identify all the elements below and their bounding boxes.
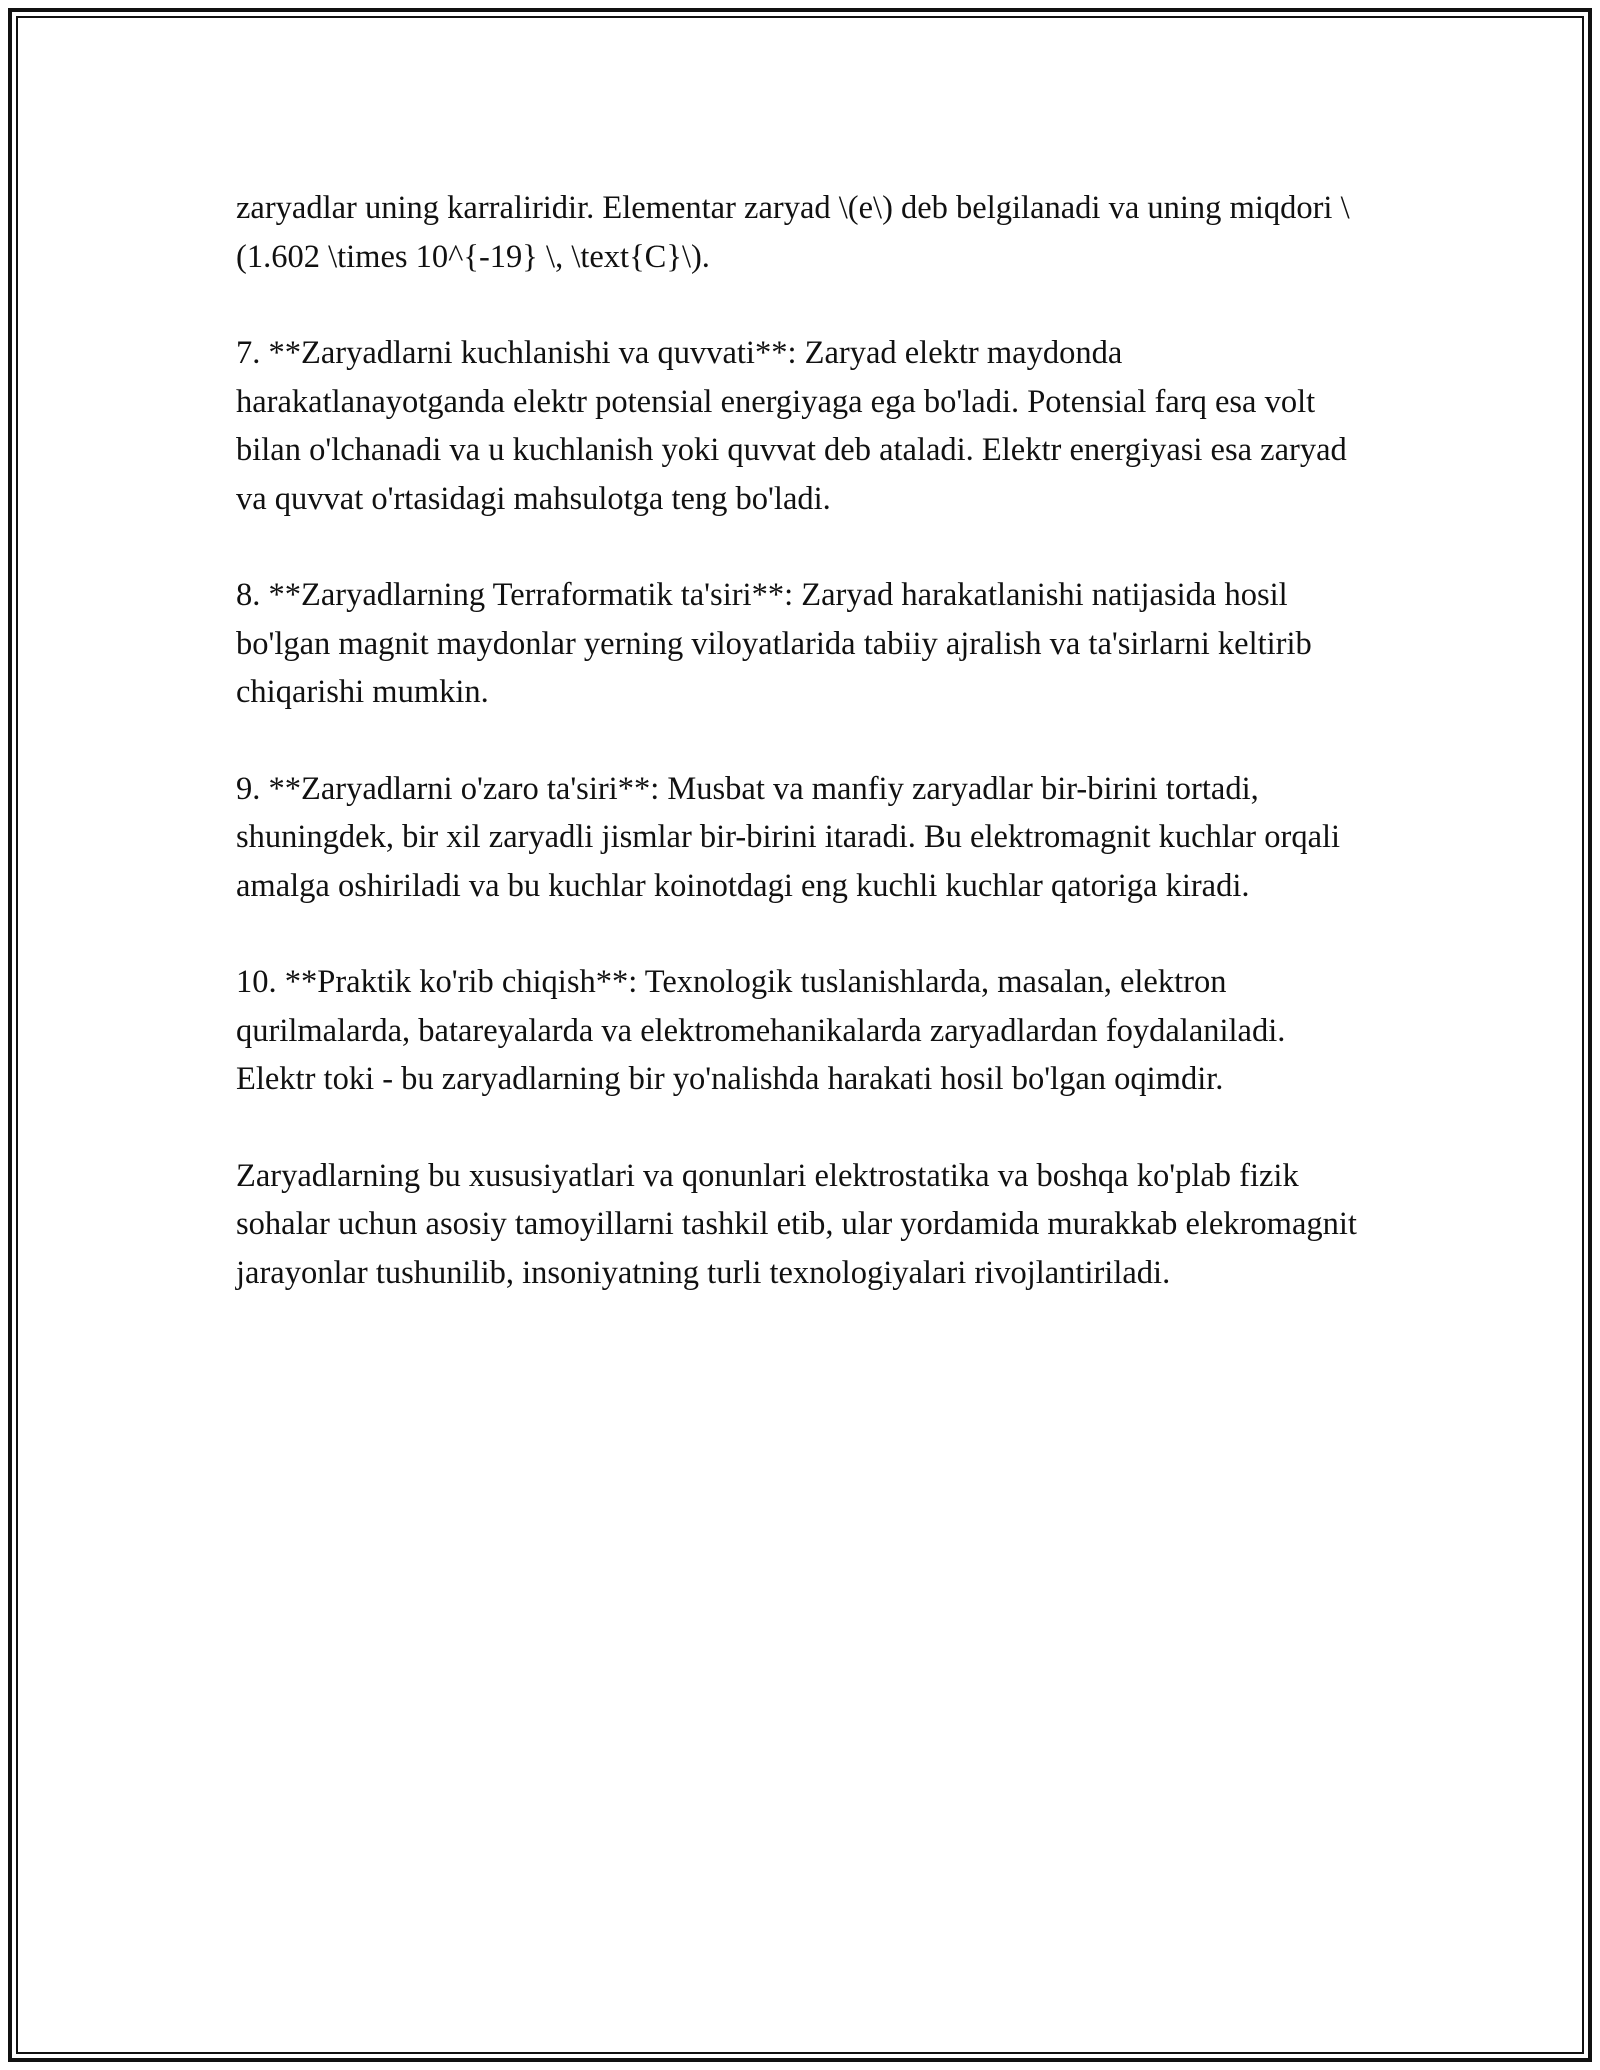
paragraph-item-9: 9. **Zaryadlarni o'zaro ta'siri**: Musbat va manfiy zaryadlar bir-birini tortadi, shuningdek, bir xil zaryadli jismlar bir-birini itaradi. Bu elektromagnit kuchlar orqali amalga oshiriladi va bu kuchlar koinotdagi eng kuchli kuchlar qatoriga kiradi. — [236, 770, 1341, 904]
paragraph-item-8: 8. **Zaryadlarning Terraformatik ta'siri**: Zaryad harakatlanishi natijasida hosil bo'lgan magnit maydonlar yerning viloyatlarida tabiiy ajralish va ta'sirlarni keltirib chiqarishi mumkin. — [236, 577, 1312, 710]
paragraph-elementar-zaryad: zaryadlar uning karraliridir. Elementar zaryad \(e\) deb belgilanadi va uning miqdori \(1.602 \times 10^{-19} \, \text{C}\). — [236, 190, 1350, 275]
paragraph-item-10: 10. **Praktik ko'rib chiqish**: Texnologik tuslanishlarda, masalan, elektron qurilmalarda, batareyalarda va elektromehanikalarda zaryadlardan foydalaniladi. Elektr toki - bu zaryadlarning bir yo'nalishda harakati hosil bo'lgan oqimdir. — [236, 964, 1286, 1097]
paragraph-item-7: 7. **Zaryadlarni kuchlanishi va quvvati**: Zaryad elektr maydonda harakatlanayotganda elektr potensial energiyaga ega bo'ladi. Potensial farq esa volt bilan o'lchanadi va u kuchlanish yoki quvvat deb ataladi. Elektr energiyasi esa zaryad va quvvat o'rtasidagi mahsulotga teng bo'ladi. — [236, 335, 1347, 517]
paragraph-conclusion: Zaryadlarning bu xususiyatlari va qonunlari elektrostatika va boshqa ko'plab fizik sohalar uchun asosiy tamoyillarni tashkil etib, ular yordamida murakkab elekromagnit jarayonlar tushunilib, insoniyatning turli texnologiyalari rivojlantiriladi. — [236, 1157, 1357, 1291]
document-body — [236, 184, 1366, 1345]
